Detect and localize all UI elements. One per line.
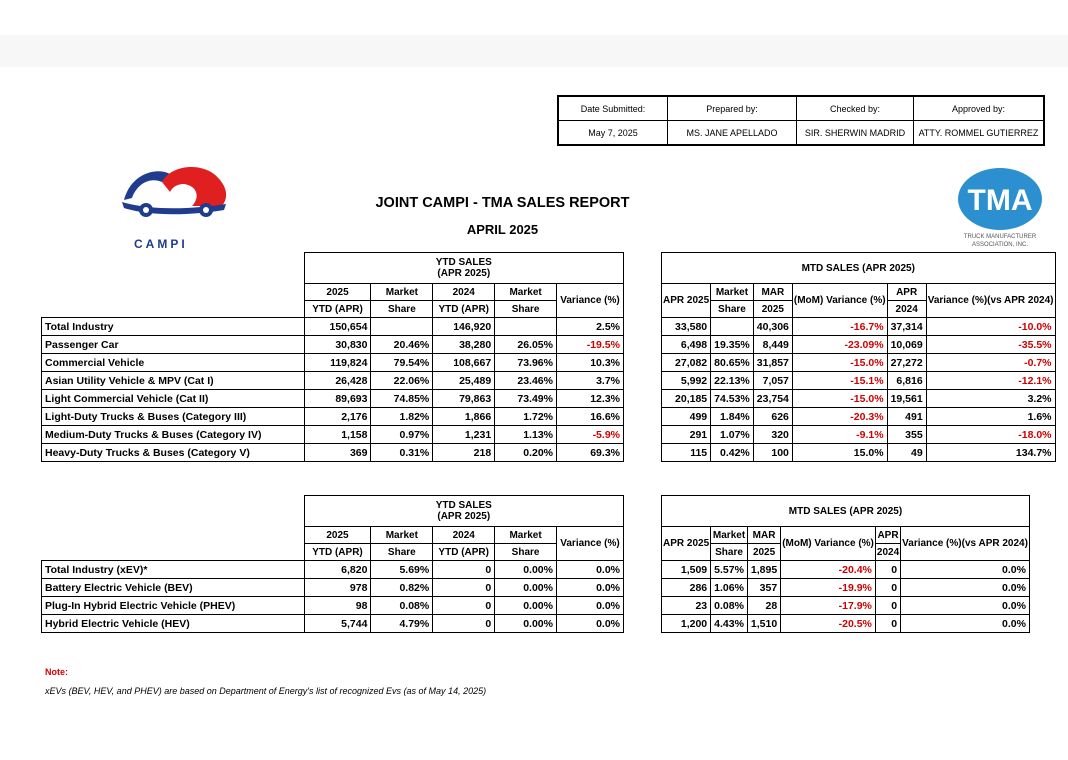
table-row [42,444,624,462]
table-cell: 0 [433,579,495,597]
table-row [662,408,1056,426]
table-row [42,390,624,408]
col-mar-2025: MAR [753,284,792,301]
table-cell: 74.53% [711,390,754,408]
table-cell: 27,082 [662,354,711,372]
tma-logo-sub2: ASSOCIATION, INC. [972,242,1028,248]
table-cell: 3.7% [557,372,624,390]
table-cell: 0.08% [371,597,433,615]
table-cell: 69.3% [557,444,624,462]
table-cell: 320 [753,426,792,444]
col-2024-ytd-sub: YTD (APR) [433,301,495,318]
ytd-rows [42,318,624,462]
campi-logo [118,162,236,252]
table-cell: 218 [433,444,495,462]
col-2024-ytd-sub: YTD (APR) [433,544,495,561]
table-cell: 0.82% [371,579,433,597]
signoff-header: Checked by: [797,96,914,121]
table-cell: 2,176 [304,408,371,426]
table-cell: 6,816 [887,372,926,390]
table-cell: 22.06% [371,372,433,390]
table-cell: 26.05% [495,336,557,354]
table-cell: 5.69% [371,561,433,579]
row-label: Commercial Vehicle [42,354,305,372]
table-row [662,597,1030,615]
table-cell: 1,200 [662,615,711,633]
table-cell: 0.97% [371,426,433,444]
mtd-xev-rows [662,561,1030,633]
table-cell: 40,306 [753,318,792,336]
table-cell: 0 [875,597,900,615]
signoff-value: May 7, 2025 [558,121,668,146]
table-row [662,390,1056,408]
table-cell: 20,185 [662,390,711,408]
table-cell: 3.2% [926,390,1055,408]
table-row [662,579,1030,597]
row-label: Asian Utility Vehicle & MPV (Cat I) [42,372,305,390]
table-cell: 150,654 [304,318,371,336]
table-cell: 0.0% [901,597,1030,615]
col-apr-2025: APR 2025 [662,527,711,561]
ytd-table-vehicles [41,252,624,462]
table-cell: 626 [753,408,792,426]
table-cell: 0 [433,615,495,633]
col-mar-2025: MAR [747,527,780,544]
col-mom-variance: (MoM) Variance (%) [781,527,876,561]
col-market-share-sub: Share [495,544,557,561]
row-label: Total Industry [42,318,305,336]
table-cell: 79,863 [433,390,495,408]
table-cell: 1.82% [371,408,433,426]
table-cell: 4.79% [371,615,433,633]
ytd-table-xev [41,495,624,633]
table-row [662,336,1056,354]
table-cell: 19,561 [887,390,926,408]
table-cell: 291 [662,426,711,444]
table-cell: 19.35% [711,336,754,354]
table-cell: 80.65% [711,354,754,372]
report-subtitle: APRIL 2025 [466,222,539,237]
table-cell: 0.0% [556,579,623,597]
col-market-share-sub: Share [495,301,557,318]
col-apr-2024-sub: 2024 [887,301,926,318]
table-cell: 1,866 [433,408,495,426]
report-title: JOINT CAMPI - TMA SALES REPORT [375,195,630,211]
table-cell: -17.9% [781,597,876,615]
table-cell: 31,857 [753,354,792,372]
col-market-share: Market [495,284,557,301]
table-cell: 30,830 [304,336,371,354]
table-cell: -35.5% [926,336,1055,354]
table-cell: 0.0% [556,615,623,633]
table-cell: 1.72% [495,408,557,426]
table-cell: 0.0% [556,561,623,579]
signoff-value: MS. JANE APELLADO [668,121,797,146]
table-row [662,426,1056,444]
mtd-group-header: MTD SALES (APR 2025) [662,253,1056,284]
col-market-share-sub: Share [711,301,754,318]
campi-logo-text: CAMPI [134,237,188,251]
col-market-share: Market [711,527,748,544]
table-cell: 0.00% [495,597,557,615]
col-mar-2025-sub: 2025 [753,301,792,318]
table-cell: 10,069 [887,336,926,354]
table-cell: 0.0% [556,597,623,615]
table-cell: 0.08% [711,597,748,615]
table-cell: 108,667 [433,354,495,372]
table-cell: 1,510 [747,615,780,633]
table-cell: 0.00% [495,615,557,633]
table-cell: 33,580 [662,318,711,336]
col-apr-2024: APR [887,284,926,301]
tma-logo-text: TMA [967,184,1033,217]
signoff-header: Date Submitted: [558,96,668,121]
col-market-share-sub: Share [371,301,433,318]
table-cell: -0.7% [926,354,1055,372]
table-cell: 0.00% [495,579,557,597]
table-cell: 23 [662,597,711,615]
table-cell: 1.84% [711,408,754,426]
table-row [662,561,1030,579]
tma-logo [952,168,1052,250]
col-apr-2024: APR [875,527,900,544]
table-cell: 37,314 [887,318,926,336]
signoff-value: ATTY. ROMMEL GUTIERREZ [914,121,1045,146]
tma-logo-sub1: TRUCK MANUFACTURER [963,234,1037,240]
mtd-table-vehicles [661,252,1056,462]
row-label: Light-Duty Trucks & Buses (Category III) [42,408,305,426]
table-cell: 491 [887,408,926,426]
row-label: Hybrid Electric Vehicle (HEV) [42,615,305,633]
table-cell: 4.43% [711,615,748,633]
table-cell: -10.0% [926,318,1055,336]
table-cell: 355 [887,426,926,444]
row-label: Total Industry (xEV)* [42,561,305,579]
note-heading: Note: [45,667,68,677]
table-cell: 100 [753,444,792,462]
table-row [662,615,1030,633]
row-label: Light Commercial Vehicle (Cat II) [42,390,305,408]
table-cell: 0 [875,579,900,597]
table-cell: 1.13% [495,426,557,444]
table-cell: 7,057 [753,372,792,390]
col-market-share-sub: Share [371,544,433,561]
table-cell: -15.0% [792,354,887,372]
table-cell: -23.09% [792,336,887,354]
table-row [662,372,1056,390]
col-variance: Variance (%) [557,284,624,318]
table-cell: -19.5% [557,336,624,354]
col-2024-ytd: 2024 [433,284,495,301]
table-cell: 6,498 [662,336,711,354]
table-cell: -20.3% [792,408,887,426]
table-cell: 0 [875,615,900,633]
table-cell: 5.57% [711,561,748,579]
table-cell: 74.85% [371,390,433,408]
table-row [42,318,624,336]
table-cell: 38,280 [433,336,495,354]
table-cell [495,318,557,336]
table-cell: 10.3% [557,354,624,372]
table-cell: -18.0% [926,426,1055,444]
col-market-share: Market [371,284,433,301]
table-cell: 1.06% [711,579,748,597]
mtd-rows [662,318,1056,462]
table-cell: 1,509 [662,561,711,579]
table-cell: 1.07% [711,426,754,444]
signoff-header: Approved by: [914,96,1045,121]
row-label: Passenger Car [42,336,305,354]
table-row [662,354,1056,372]
ytd-group-header: YTD SALES (APR 2025) [304,496,623,527]
table-row [42,597,624,615]
table-cell: 978 [304,579,371,597]
row-label: Medium-Duty Trucks & Buses (Category IV) [42,426,305,444]
col-yoy-variance: Variance (%)(vs APR 2024) [926,284,1055,318]
table-cell: 499 [662,408,711,426]
col-apr-2024-sub: 2024 [875,544,900,561]
row-label: Plug-In Hybrid Electric Vehicle (PHEV) [42,597,305,615]
table-row [42,561,624,579]
row-label: Heavy-Duty Trucks & Buses (Category V) [42,444,305,462]
table-cell: 1,158 [304,426,371,444]
signoff-table [557,95,1045,146]
col-mom-variance: (MoM) Variance (%) [792,284,887,318]
signoff-header: Prepared by: [668,96,797,121]
table-cell: 5,744 [304,615,371,633]
table-cell: 28 [747,597,780,615]
table-cell: 27,272 [887,354,926,372]
table-cell: 0.00% [495,561,557,579]
table-cell: 1,895 [747,561,780,579]
table-cell: 25,489 [433,372,495,390]
table-cell: -12.1% [926,372,1055,390]
table-row [42,354,624,372]
table-cell: 73.96% [495,354,557,372]
table-cell: 0 [433,561,495,579]
table-cell: 2.5% [557,318,624,336]
table-cell: 12.3% [557,390,624,408]
table-row [42,336,624,354]
table-cell: 6,820 [304,561,371,579]
table-cell: 134.7% [926,444,1055,462]
col-market-share-sub: Share [711,544,748,561]
col-2025-ytd: 2025 [304,527,371,544]
table-cell: 16.6% [557,408,624,426]
table-cell: 49 [887,444,926,462]
table-row [42,579,624,597]
table-cell: 0 [433,597,495,615]
signoff-value: SIR. SHERWIN MADRID [797,121,914,146]
table-cell: 20.46% [371,336,433,354]
table-cell: 73.49% [495,390,557,408]
table-cell: 22.13% [711,372,754,390]
table-row [662,318,1056,336]
table-cell: 119,824 [304,354,371,372]
col-variance: Variance (%) [556,527,623,561]
table-row [662,444,1056,462]
row-label: Battery Electric Vehicle (BEV) [42,579,305,597]
col-market-share: Market [371,527,433,544]
table-cell: 23.46% [495,372,557,390]
table-cell: 146,920 [433,318,495,336]
table-cell: 1.6% [926,408,1055,426]
table-cell: 1,231 [433,426,495,444]
table-cell: 98 [304,597,371,615]
mtd-table-xev [661,495,1030,633]
table-cell: 8,449 [753,336,792,354]
table-cell: -5.9% [557,426,624,444]
table-row [42,408,624,426]
table-cell: 15.0% [792,444,887,462]
table-cell: 5,992 [662,372,711,390]
table-row [42,615,624,633]
col-2025-ytd-sub: YTD (APR) [304,544,371,561]
col-2025-ytd-sub: YTD (APR) [304,301,371,318]
table-cell: 115 [662,444,711,462]
table-cell: 0.31% [371,444,433,462]
mtd-group-header: MTD SALES (APR 2025) [662,496,1030,527]
table-cell: -9.1% [792,426,887,444]
table-cell: -16.7% [792,318,887,336]
ytd-group-header: YTD SALES (APR 2025) [304,253,623,284]
table-cell: 26,428 [304,372,371,390]
table-cell: -20.5% [781,615,876,633]
table-cell: 286 [662,579,711,597]
col-yoy-variance: Variance (%)(vs APR 2024) [901,527,1030,561]
table-cell: -19.9% [781,579,876,597]
table-cell: 0.0% [901,615,1030,633]
table-cell [371,318,433,336]
table-cell: 23,754 [753,390,792,408]
note-text: xEVs (BEV, HEV, and PHEV) are based on Department of Energy's list of recognized Evs (as of May 14, 2025) [45,686,487,696]
table-cell: -20.4% [781,561,876,579]
table-cell: 79.54% [371,354,433,372]
table-cell: 369 [304,444,371,462]
col-apr-2025: APR 2025 [662,284,711,318]
col-mar-2025-sub: 2025 [747,544,780,561]
col-2025-ytd: 2025 [304,284,371,301]
top-band [0,35,1068,67]
table-cell: 0.0% [901,579,1030,597]
table-cell: -15.0% [792,390,887,408]
table-cell: -15.1% [792,372,887,390]
col-market-share: Market [711,284,754,301]
table-row [42,372,624,390]
table-cell: 0 [875,561,900,579]
table-cell: 0.42% [711,444,754,462]
col-2024-ytd: 2024 [433,527,495,544]
table-cell: 0.0% [901,561,1030,579]
table-cell: 0.20% [495,444,557,462]
col-market-share: Market [495,527,557,544]
table-row [42,426,624,444]
ytd-xev-rows [42,561,624,633]
table-cell: 357 [747,579,780,597]
table-cell [711,318,754,336]
table-cell: 89,693 [304,390,371,408]
